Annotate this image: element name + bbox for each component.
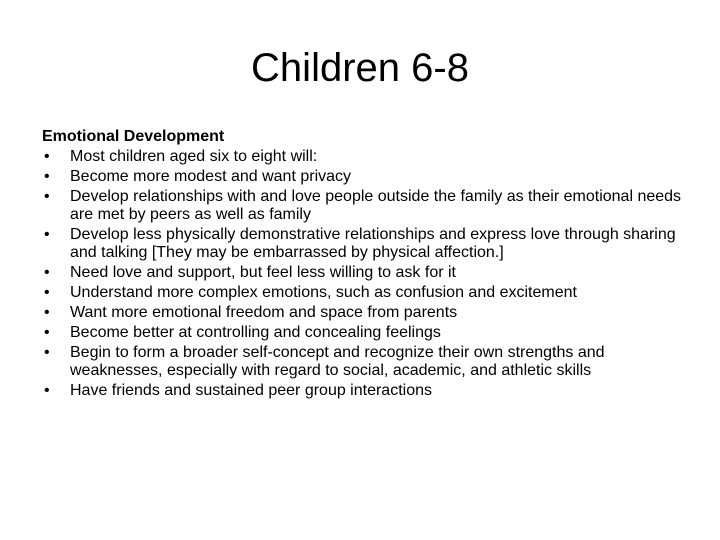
list-item [42,304,682,322]
bullet-text: Want more emotional freedom and space from parents [70,304,458,321]
bullet-list [42,148,682,400]
list-item [42,344,682,380]
list-item [42,148,682,166]
bullet-text: Have friends and sustained peer group interactions [70,382,432,399]
bullet-text: Most children aged six to eight will: [70,148,318,165]
bullet-text: Begin to form a broader self-concept and recognize their own strengths and weaknesses, especially with regard to social, academic, and athletic skills [70,344,605,379]
bullet-text: Develop less physically demonstrative relationships and express love through sharing and talking [They may be embarrassed by physical affection.] [70,226,676,261]
list-item [42,188,682,224]
list-item [42,168,682,186]
bullet-icon: • [44,304,50,321]
list-item [42,264,682,282]
bullet-icon: • [44,284,50,301]
slide-title: Children 6-8 [251,46,469,90]
bullet-icon: • [44,148,50,165]
bullet-icon: • [44,168,50,185]
bullet-text: Need love and support, but feel less willing to ask for it [70,264,456,281]
section-heading: Emotional Development [42,128,225,145]
bullet-icon: • [44,382,50,399]
slide-content [42,127,682,402]
list-item [42,284,682,302]
bullet-icon: • [44,324,50,341]
bullet-text: Understand more complex emotions, such as confusion and excitement [70,284,577,301]
bullet-icon: • [44,188,50,205]
bullet-text: Become better at controlling and concealing feelings [70,324,441,341]
list-item [42,382,682,400]
bullet-text: Develop relationships with and love people outside the family as their emotional needs are met by peers as well as family [70,188,682,223]
bullet-icon: • [44,344,50,361]
list-item [42,226,682,262]
bullet-icon: • [44,226,50,243]
list-item [42,324,682,342]
bullet-icon: • [44,264,50,281]
bullet-text: Become more modest and want privacy [70,168,352,185]
